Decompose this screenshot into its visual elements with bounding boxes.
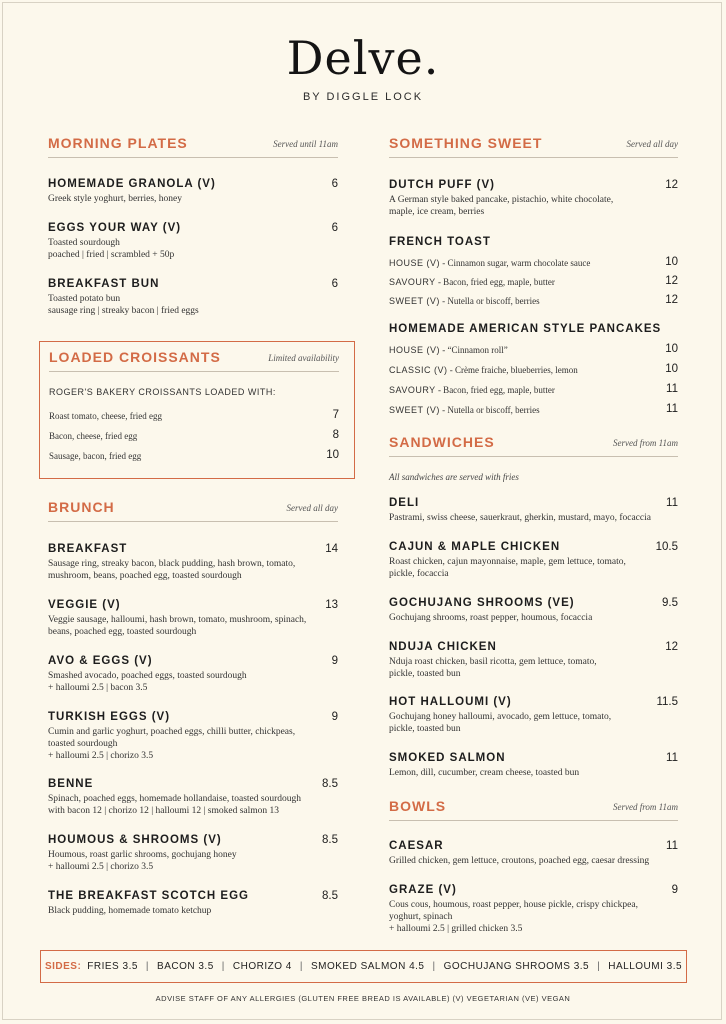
pancake-option: CLASSIC (V) - Crème fraiche, blueberries, lemon 10 <box>389 363 678 375</box>
section-loaded-croissants <box>49 349 339 461</box>
item-price: 11 <box>666 383 678 395</box>
section-sandwiches <box>389 434 678 778</box>
croissant-option: Roast tomato, cheese, fried egg 7 <box>49 409 339 421</box>
menu-item <box>48 778 338 817</box>
section-brunch <box>48 499 338 916</box>
side-item: GOCHUJANG SHROOMS 3.5 <box>443 961 590 972</box>
section-title: BOWLS <box>389 798 447 814</box>
menu-item <box>389 840 678 867</box>
section-title: SOMETHING SWEET <box>389 135 543 151</box>
item-description: Pastrami, swiss cheese, sauerkraut, gherkin, mustard, mayo, focaccia <box>389 513 651 523</box>
item-description: Nduja roast chicken, basil ricotta, gem lettuce, tomato, pickle, toasted bun <box>389 657 597 679</box>
brand-name: Delve. <box>286 31 440 85</box>
sandwiches-intro: All sandwiches are served with fries <box>389 472 519 482</box>
croissant-intro: ROGER'S BAKERY CROISSANTS LOADED WITH: <box>49 387 276 397</box>
sides-label: SIDES: <box>44 961 82 972</box>
menu-item <box>389 696 678 735</box>
item-description: Greek style yoghurt, berries, honey <box>48 194 183 204</box>
item-name: CAESAR <box>389 840 444 852</box>
item-price: 10 <box>326 449 339 461</box>
item-price: 6 <box>331 178 338 190</box>
item-price: 10.5 <box>655 541 678 553</box>
item-name: GOCHUJANG SHROOMS (VE) <box>389 597 575 609</box>
sides-bar: SIDES: FRIES 3.5 | BACON 3.5 | CHORIZO 4 | SMOKED SALMON 4.5 | GOCHUJANG SHROOMS 3.5 | HALLOUMI 3.5 <box>40 950 687 983</box>
menu-item <box>389 597 678 624</box>
menu-item <box>389 641 678 680</box>
section-header <box>389 135 678 158</box>
section-note: Served all day <box>626 139 678 149</box>
pancake-option: SWEET (V) - Nutella or biscoff, berries 11 <box>389 403 678 415</box>
item-name: BREAKFAST BUN <box>48 278 160 290</box>
menu-item <box>389 323 678 335</box>
item-price: 9 <box>671 884 678 896</box>
section-header <box>389 434 678 457</box>
menu-item <box>389 179 678 218</box>
item-description: Roast chicken, cajun mayonnaise, maple, gem lettuce, tomato, pickle, focaccia <box>389 557 626 579</box>
section-note: Served from 11am <box>613 438 678 448</box>
item-name: BREAKFAST <box>48 543 128 555</box>
side-item: SMOKED SALMON 4.5 <box>310 961 425 972</box>
side-item: FRIES 3.5 <box>87 961 138 972</box>
item-description: Gochujang shrooms, roast pepper, houmous, focaccia <box>389 613 593 623</box>
item-price: 12 <box>665 275 678 287</box>
menu-item <box>389 752 678 779</box>
item-description: A German style baked pancake, pistachio, white chocolate, maple, ice cream, berries <box>389 195 614 217</box>
item-price: 8 <box>332 429 339 441</box>
item-price: 11 <box>666 840 678 852</box>
item-price: 9.5 <box>662 597 678 609</box>
section-header <box>48 499 338 522</box>
item-description: Veggie sausage, halloumi, hash brown, tomato, mushroom, spinach, beans, poached egg, toasted sourdough <box>48 615 307 637</box>
item-name: SMOKED SALMON <box>389 752 506 764</box>
menu-item <box>48 222 338 261</box>
item-name: DELI <box>389 497 420 509</box>
item-price: 12 <box>665 294 678 306</box>
item-name: TURKISH EGGS (V) <box>48 711 171 723</box>
item-price: 11 <box>666 403 678 415</box>
item-price: 9 <box>331 711 338 723</box>
item-price: 11 <box>666 752 678 764</box>
section-something-sweet <box>389 135 678 415</box>
item-name: HOUMOUS & SHROOMS (V) <box>48 834 222 846</box>
item-name: DUTCH PUFF (V) <box>389 179 495 191</box>
item-description: Grilled chicken, gem lettuce, croutons, poached egg, caesar dressing <box>389 856 650 866</box>
item-price: 8.5 <box>322 890 338 902</box>
section-header <box>48 135 338 158</box>
menu-item <box>389 236 678 248</box>
menu-item <box>48 178 338 205</box>
section-note: Served until 11am <box>273 139 338 149</box>
item-name: THE BREAKFAST SCOTCH EGG <box>48 890 249 902</box>
item-description: Toasted potato bun sausage ring | streaky bacon | fried eggs <box>48 294 199 316</box>
item-description: Lemon, dill, cucumber, cream cheese, toasted bun <box>389 768 580 778</box>
french-toast-option: HOUSE (V) - Cinnamon sugar, warm chocolate sauce 10 <box>389 256 678 268</box>
menu-item <box>48 599 338 638</box>
section-header <box>389 798 678 821</box>
item-name: HOT HALLOUMI (V) <box>389 696 512 708</box>
section-header <box>49 349 339 372</box>
menu-item <box>389 884 678 935</box>
item-description: Cous cous, houmous, roast pepper, house pickle, crispy chickpea, yoghurt, spinach + halloumi 2.5 | grilled chicken 3.5 <box>389 900 638 934</box>
item-price: 10 <box>665 343 678 355</box>
item-price: 6 <box>331 222 338 234</box>
item-description: Toasted sourdough poached | fried | scrambled + 50p <box>48 238 175 260</box>
side-item: CHORIZO 4 <box>232 961 292 972</box>
menu-item <box>389 541 678 580</box>
item-name: BENNE <box>48 778 94 790</box>
item-description: Cumin and garlic yoghurt, poached eggs, chilli butter, chickpeas, toasted sourdough + halloumi 2.5 | chorizo 3.5 <box>48 727 296 761</box>
side-item: BACON 3.5 <box>157 961 214 972</box>
item-price: 14 <box>325 543 338 555</box>
side-item: HALLOUMI 3.5 <box>608 961 683 972</box>
item-price: 11.5 <box>656 696 678 708</box>
section-note: Served all day <box>286 503 338 513</box>
item-name: EGGS YOUR WAY (V) <box>48 222 182 234</box>
allergy-note: ADVISE STAFF OF ANY ALLERGIES (GLUTEN FREE BREAD IS AVAILABLE) (V) VEGETARIAN (VE) VEGAN <box>155 994 571 1003</box>
item-description: Spinach, poached eggs, homemade hollandaise, toasted sourdough with bacon 12 | chorizo 12 | halloumi 12 | smoked salmon 13 <box>48 794 302 816</box>
item-name: AVO & EGGS (V) <box>48 655 153 667</box>
french-toast-option: SAVOURY - Bacon, fried egg, maple, butter 12 <box>389 275 678 287</box>
item-price: 10 <box>665 363 678 375</box>
item-price: 7 <box>332 409 339 421</box>
menu-item <box>389 497 678 524</box>
item-name: VEGGIE (V) <box>48 599 121 611</box>
section-note: Limited availability <box>268 353 339 363</box>
item-name: HOMEMADE GRANOLA (V) <box>48 178 216 190</box>
menu-item <box>48 278 338 317</box>
item-name: FRENCH TOAST <box>389 236 491 248</box>
item-name: HOMEMADE AMERICAN STYLE PANCAKES <box>389 323 662 335</box>
section-morning-plates <box>48 135 338 316</box>
item-description: Black pudding, homemade tomato ketchup <box>48 906 212 916</box>
item-price: 8.5 <box>322 834 338 846</box>
item-price: 10 <box>665 256 678 268</box>
croissant-option: Bacon, cheese, fried egg 8 <box>49 429 339 441</box>
croissant-option: Sausage, bacon, fried egg 10 <box>49 449 339 461</box>
menu-item <box>48 711 338 762</box>
item-name: NDUJA CHICKEN <box>389 641 497 653</box>
item-price: 9 <box>331 655 338 667</box>
section-title: MORNING PLATES <box>48 135 188 151</box>
section-title: LOADED CROISSANTS <box>49 349 221 365</box>
pancake-option: HOUSE (V) - “Cinnamon roll” 10 <box>389 343 678 355</box>
section-bowls <box>389 798 678 934</box>
item-price: 12 <box>665 641 678 653</box>
menu-item <box>48 655 338 694</box>
item-name: GRAZE (V) <box>389 884 457 896</box>
item-description: Smashed avocado, poached eggs, toasted sourdough + halloumi 2.5 | bacon 3.5 <box>48 671 247 693</box>
item-description: Gochujang honey halloumi, avocado, gem lettuce, tomato, pickle, toasted bun <box>389 712 612 734</box>
item-price: 11 <box>666 497 678 509</box>
section-title: BRUNCH <box>48 499 115 515</box>
menu-item <box>48 543 338 582</box>
pancake-option: SAVOURY - Bacon, fried egg, maple, butter 11 <box>389 383 678 395</box>
loaded-croissants-box <box>39 341 355 479</box>
item-description: Sausage ring, streaky bacon, black pudding, hash brown, tomato, mushroom, beans, poached egg, toasted sourdough <box>48 559 296 581</box>
item-description: Houmous, roast garlic shrooms, gochujang honey + halloumi 2.5 | chorizo 3.5 <box>48 850 237 872</box>
brand-subtitle: BY DIGGLE LOCK <box>302 91 424 103</box>
section-title: SANDWICHES <box>389 434 495 450</box>
menu-item <box>48 890 338 917</box>
section-note: Served from 11am <box>613 802 678 812</box>
french-toast-option: SWEET (V) - Nutella or biscoff, berries 12 <box>389 294 678 306</box>
item-price: 8.5 <box>322 778 338 790</box>
menu-item <box>48 834 338 873</box>
item-price: 12 <box>665 179 678 191</box>
item-price: 6 <box>331 278 338 290</box>
item-price: 13 <box>325 599 338 611</box>
item-name: CAJUN & MAPLE CHICKEN <box>389 541 561 553</box>
